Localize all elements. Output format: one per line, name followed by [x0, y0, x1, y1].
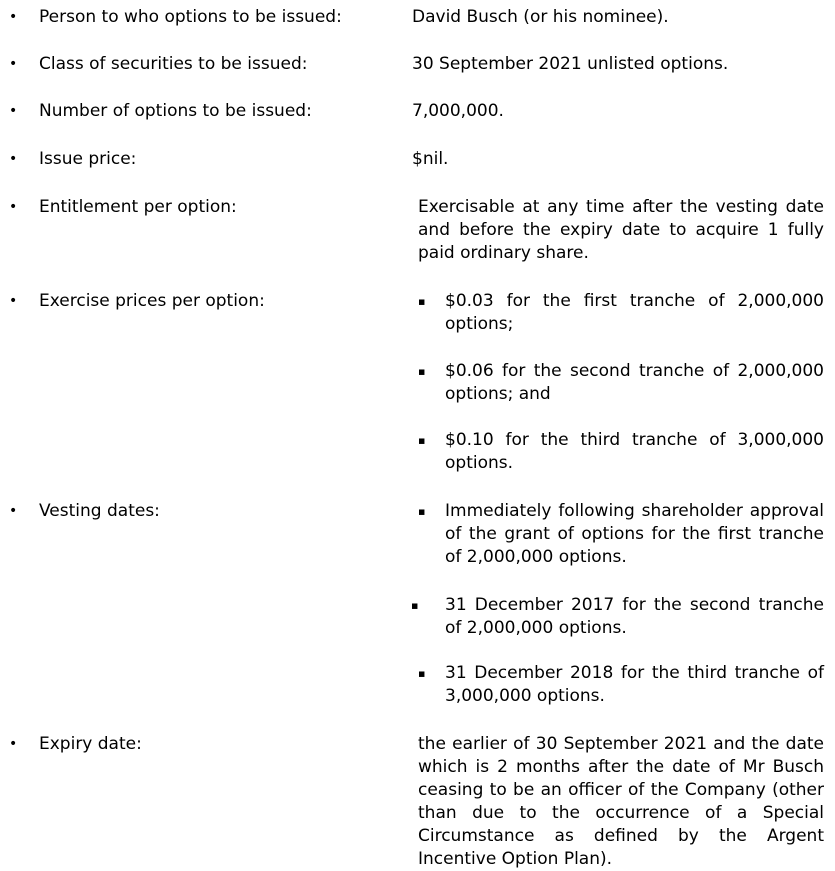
bullet-icon: •: [9, 103, 18, 119]
item-value: 30 September 2021 unlisted options.: [412, 54, 729, 74]
square-bullet-icon: ▪: [418, 365, 426, 378]
sub-item-text: $0.10 for the third tranche of 3,000,000 options.: [445, 430, 824, 473]
bullet-icon: •: [9, 293, 18, 309]
item-label: Expiry date:: [39, 734, 142, 754]
item-value: David Busch (or his nominee).: [412, 7, 669, 27]
bullet-icon: •: [9, 151, 18, 167]
square-bullet-icon: ▪: [418, 295, 426, 308]
sub-item-text: $0.03 for the first tranche of 2,000,000 options;: [445, 291, 824, 334]
square-bullet-icon: ▪: [411, 599, 419, 612]
square-bullet-icon: ▪: [418, 667, 426, 680]
sub-item-text: 31 December 2017 for the second tranche of 2,000,000 options.: [445, 595, 824, 638]
item-label: Class of securities to be issued:: [39, 54, 308, 74]
bullet-icon: •: [9, 9, 18, 25]
sub-item-text: 31 December 2018 for the third tranche of 3,000,000 options.: [445, 663, 824, 706]
item-value: Exercisable at any time after the vesting date and before the expiry date to acquire 1 fully paid ordinary share.: [418, 197, 824, 263]
bullet-icon: •: [9, 736, 18, 752]
item-label: Vesting dates:: [39, 501, 160, 521]
item-label: Entitlement per option:: [39, 197, 237, 217]
square-bullet-icon: ▪: [418, 434, 426, 447]
item-label: Exercise prices per option:: [39, 291, 265, 311]
item-value: 7,000,000.: [412, 101, 504, 121]
item-value: the earlier of 30 September 2021 and the date which is 2 months after the date of Mr Busch ceasing to be an officer of the Company (other than due to the occurrence of a Special Circumstance as defined by the Argent Incentive Option Plan).: [418, 734, 824, 869]
bullet-icon: •: [9, 503, 18, 519]
bullet-icon: •: [9, 56, 18, 72]
sub-item-text: Immediately following shareholder approval of the grant of options for the first tranche of 2,000,000 options.: [445, 501, 824, 567]
sub-item-text: $0.06 for the second tranche of 2,000,000 options; and: [445, 361, 824, 404]
square-bullet-icon: ▪: [418, 505, 426, 518]
item-label: Number of options to be issued:: [39, 101, 312, 121]
item-label: Issue price:: [39, 149, 137, 169]
item-value: $nil.: [412, 149, 449, 169]
bullet-icon: •: [9, 199, 18, 215]
item-label: Person to who options to be issued:: [39, 7, 342, 27]
